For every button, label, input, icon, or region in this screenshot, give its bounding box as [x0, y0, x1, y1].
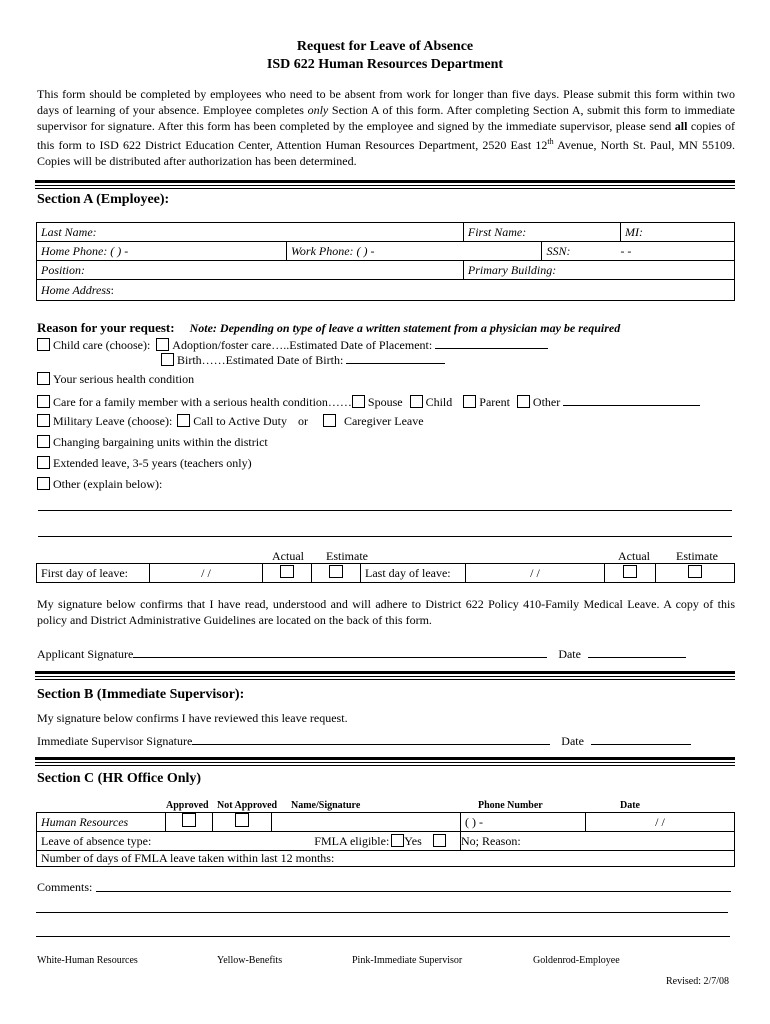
child-care-checkbox[interactable]	[37, 338, 50, 351]
spouse-label: Spouse	[367, 395, 403, 409]
first-day-date[interactable]: / /	[150, 564, 263, 583]
military-checkbox[interactable]	[37, 414, 50, 427]
child-checkbox[interactable]	[410, 395, 423, 408]
supervisor-signature-line[interactable]	[192, 732, 550, 745]
home-address-field[interactable]: Home Address:	[37, 280, 735, 301]
fmla-reason[interactable]	[461, 832, 735, 851]
family-care-checkbox[interactable]	[37, 395, 50, 408]
active-duty-label: Call to Active Duty	[193, 414, 287, 428]
employee-info-table	[36, 222, 735, 301]
birth-checkbox[interactable]	[161, 353, 174, 366]
bargaining-row	[37, 435, 268, 450]
comments-label: Comments:	[37, 880, 93, 894]
physician-note: Note: Depending on type of leave a written statement from a physician may be required	[189, 321, 621, 335]
copy-goldenrod: Goldenrod-Employee	[533, 955, 620, 966]
leave-type-row[interactable]	[37, 832, 461, 851]
date-col-header: Date	[620, 800, 640, 811]
approved-col-header: Approved	[166, 800, 209, 811]
policy-statement: My signature below confirms that I have read, understood and will adhere to District 622 Policy 410-Family Medical Leave. A copy of this policy and District Administrative Guidelines are located on the back of this form.	[37, 597, 735, 627]
other-relation-line[interactable]	[563, 393, 700, 406]
fmla-yes-label: Yes	[404, 833, 422, 848]
birth-label: Birth……Estimated Date of Birth:	[177, 353, 344, 367]
comments-line-3[interactable]	[36, 936, 730, 937]
comments-line-2[interactable]	[36, 912, 728, 913]
spouse-checkbox[interactable]	[352, 395, 365, 408]
first-day-estimate[interactable]	[312, 564, 361, 583]
primary-building-field[interactable]: Primary Building:	[463, 261, 734, 280]
actual-header-1: Actual	[272, 549, 304, 563]
fmla-no-checkbox[interactable]	[433, 834, 446, 847]
last-day-actual[interactable]	[605, 564, 656, 583]
hr-date[interactable]: / /	[586, 813, 735, 832]
explain-line-2[interactable]	[38, 536, 732, 537]
intro-paragraph: This form should be completed by employees who need to be absent from work for longer than five days. Please submit this form within two days of learning of your absence. Employee completes only Section A of this form. After completing Section A, submit this form to immediate supervisor for signature. After this form has been completed by the employee and signed by the immediate supervisor, please send all copies of this form to ISD 622 District Education Center, Attention Human Resources Department, 2520 East 12th Avenue, North St. Paul, MN 55109. Copies will be distributed after authorization has been determined.	[37, 87, 735, 168]
estimate-header-1: Estimate	[326, 549, 368, 563]
active-duty-checkbox[interactable]	[177, 414, 190, 427]
form-title: Request for Leave of Absence	[296, 39, 474, 54]
work-phone-field[interactable]: Work Phone: ( ) -	[287, 242, 542, 261]
fmla-days-field[interactable]: Number of days of FMLA leave taken within last 12 months:	[37, 851, 735, 867]
other-explain-row	[37, 477, 162, 492]
section-divider	[35, 180, 735, 189]
comments-line-1[interactable]	[96, 891, 731, 892]
hr-office-table	[36, 812, 735, 867]
birth-row	[161, 351, 445, 368]
supervisor-signature-label: Immediate Supervisor Signature	[37, 734, 193, 748]
estimate-header-2: Estimate	[676, 549, 718, 563]
caregiver-label: Caregiver Leave	[343, 414, 424, 428]
applicant-signature-label: Applicant Signature	[37, 647, 134, 661]
serious-health-checkbox[interactable]	[37, 372, 50, 385]
supervisor-date-label: Date	[561, 734, 584, 748]
applicant-date-label: Date	[558, 647, 581, 661]
hr-label: Human Resources	[37, 813, 166, 832]
section-b-title: Section B (Immediate Supervisor):	[37, 687, 245, 702]
extended-leave-checkbox[interactable]	[37, 456, 50, 469]
parent-label: Parent	[479, 395, 510, 409]
phone-col-header: Phone Number	[478, 800, 543, 811]
extended-row	[37, 456, 252, 471]
other-explain-checkbox[interactable]	[37, 477, 50, 490]
not-approved-col-header: Not Approved	[217, 800, 278, 811]
department-title: ISD 622 Human Resources Department	[266, 57, 504, 72]
supervisor-statement: My signature below confirms I have reviewed this leave request.	[37, 711, 348, 725]
mi-field[interactable]: MI:	[621, 223, 735, 242]
hr-not-approved[interactable]	[213, 813, 272, 832]
applicant-date-line[interactable]	[588, 645, 686, 658]
revised-date: Revised: 2/7/08	[666, 976, 730, 987]
fmla-yes-checkbox[interactable]	[391, 834, 404, 847]
leave-type-label: Leave of absence type:	[41, 833, 152, 848]
first-day-label: First day of leave:	[37, 564, 150, 583]
military-row	[37, 414, 424, 429]
applicant-signature-line[interactable]	[133, 645, 547, 658]
placement-date-line[interactable]	[435, 336, 548, 349]
serious-health-label: Your serious health condition	[53, 372, 195, 386]
adoption-checkbox[interactable]	[156, 338, 169, 351]
military-label: Military Leave (choose):	[53, 414, 173, 428]
section-divider-c	[35, 757, 735, 766]
applicant-signature-row	[37, 645, 686, 662]
comments-row	[37, 880, 92, 895]
copy-yellow: Yellow-Benefits	[217, 955, 283, 966]
extended-leave-label: Extended leave, 3-5 years (teachers only)	[53, 456, 252, 470]
section-a-title: Section A (Employee):	[37, 192, 170, 207]
first-day-actual[interactable]	[263, 564, 312, 583]
position-field[interactable]: Position:	[37, 261, 464, 280]
copy-pink: Pink-Immediate Supervisor	[352, 955, 463, 966]
fmla-no-label: No; Reason:	[461, 833, 521, 848]
family-care-row	[37, 393, 700, 410]
ssn-field[interactable]: SSN: - -	[542, 242, 735, 261]
actual-header-2: Actual	[618, 549, 650, 563]
serious-health-row	[37, 372, 194, 387]
caregiver-checkbox[interactable]	[323, 414, 336, 427]
supervisor-date-line[interactable]	[591, 732, 691, 745]
home-phone-field[interactable]: Home Phone: ( ) -	[37, 242, 287, 261]
hr-name-signature[interactable]	[272, 813, 461, 832]
last-name-field[interactable]: Last Name:	[37, 223, 464, 242]
section-c-title: Section C (HR Office Only)	[37, 771, 202, 786]
reason-heading-row	[37, 320, 620, 336]
family-care-label: Care for a family member with a serious health condition……	[53, 395, 352, 409]
adoption-label: Adoption/foster care…..Estimated Date of Placement:	[172, 338, 433, 352]
reason-heading: Reason for your request:	[37, 320, 175, 335]
or-label: or	[297, 414, 308, 428]
last-day-label: Last day of leave:	[361, 564, 466, 583]
bargaining-label: Changing bargaining units within the district	[53, 435, 268, 449]
last-day-estimate[interactable]	[656, 564, 735, 583]
first-name-field[interactable]: First Name:	[463, 223, 620, 242]
name-col-header: Name/Signature	[291, 800, 361, 811]
other-explain-label: Other (explain below):	[53, 477, 163, 491]
birth-date-line[interactable]	[346, 351, 445, 364]
parent-checkbox[interactable]	[463, 395, 476, 408]
other-relation-checkbox[interactable]	[517, 395, 530, 408]
bargaining-checkbox[interactable]	[37, 435, 50, 448]
hr-phone[interactable]: ( ) -	[461, 813, 586, 832]
other-relation-label: Other	[532, 395, 561, 409]
section-divider-b	[35, 671, 735, 680]
child-care-label: Child care (choose):	[53, 338, 151, 352]
fmla-label: FMLA eligible:	[314, 833, 390, 848]
copy-white: White-Human Resources	[37, 955, 138, 966]
explain-line-1[interactable]	[38, 510, 732, 511]
hr-approved[interactable]	[166, 813, 213, 832]
leave-dates-table	[36, 563, 735, 583]
supervisor-signature-row	[37, 732, 691, 749]
last-day-date[interactable]: / /	[466, 564, 605, 583]
child-label: Child	[425, 395, 453, 409]
